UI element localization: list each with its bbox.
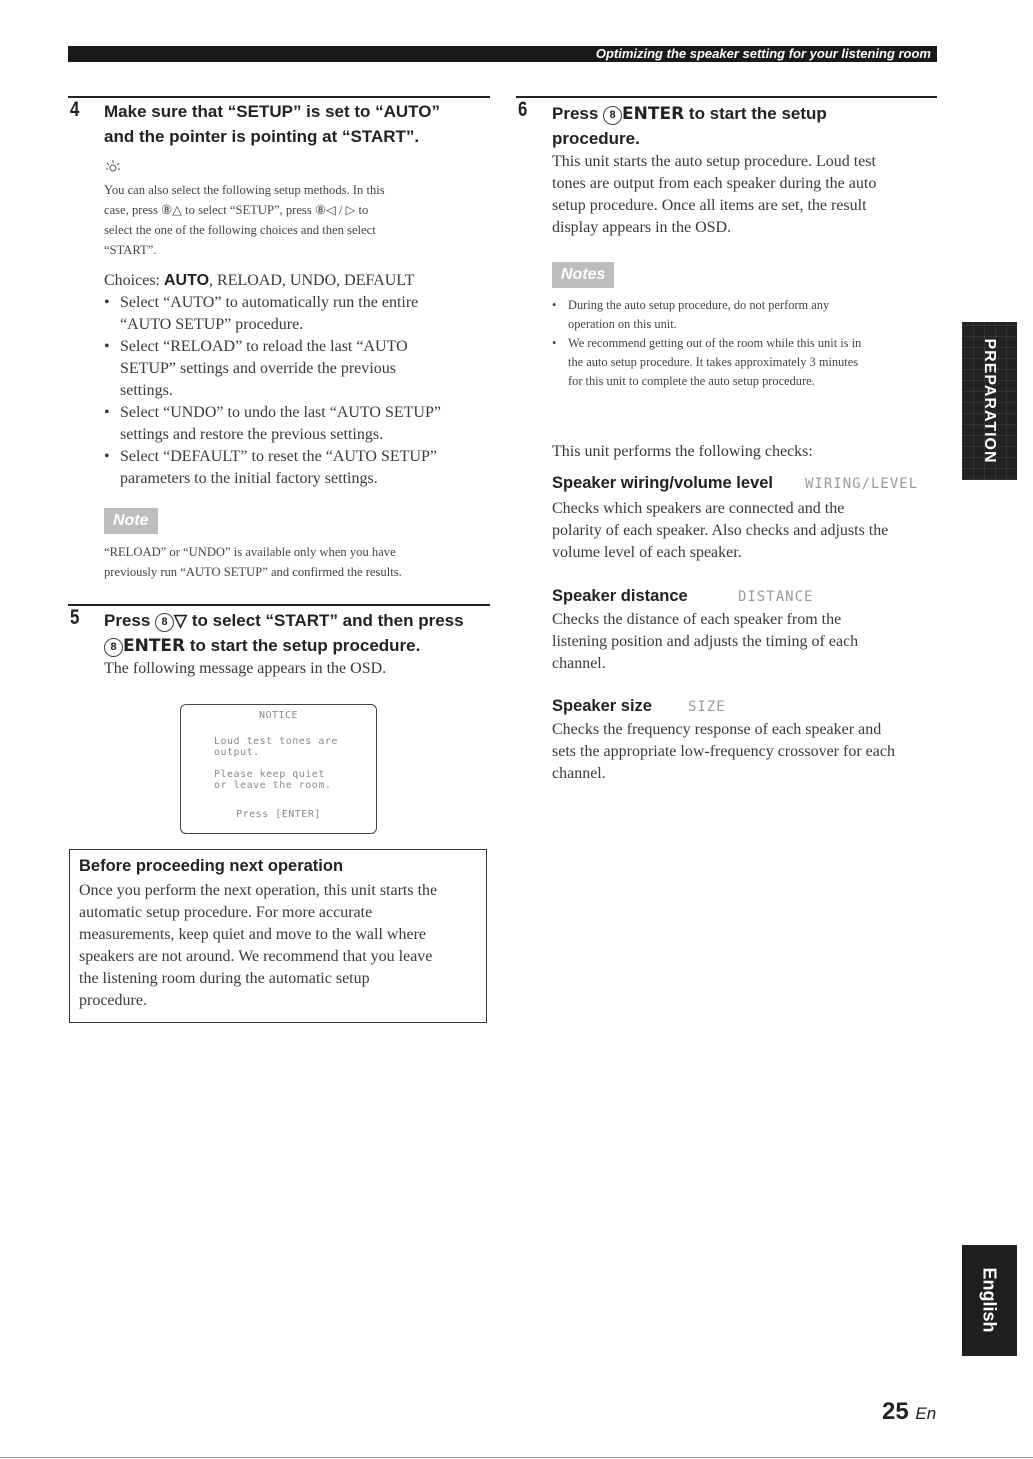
step6-rule <box>516 96 937 98</box>
check-line: sets the appropriate low-frequency crossover for each <box>552 743 895 760</box>
step4-rule <box>68 96 490 98</box>
notes-badge: Notes <box>552 262 614 288</box>
preparation-side-tab <box>962 322 1017 480</box>
step6-heading-line2: procedure. <box>552 129 640 148</box>
bottom-divider <box>0 1457 1033 1458</box>
list-line: settings and restore the previous settings. <box>120 426 384 443</box>
note-line: the auto setup procedure. It takes approximately 3 minutes <box>568 355 859 369</box>
box-line: speakers are not around. We recommend that you leave <box>79 948 433 965</box>
osd-line: or leave the room. <box>214 780 332 791</box>
note-line: previously run “AUTO SETUP” and confirmed the results. <box>104 565 402 579</box>
tip-text <box>104 180 484 260</box>
osd-title: NOTICE <box>258 710 299 721</box>
check-line: polarity of each speaker. Also checks and adjusts the <box>552 522 889 539</box>
check-distance-title: Speaker distance <box>552 587 688 605</box>
choices-options: , RELOAD, UNDO, DEFAULT <box>209 272 415 289</box>
check-size-title: Speaker size <box>552 697 652 715</box>
note-line: operation on this unit. <box>568 317 677 331</box>
page-number-value: 25 <box>882 1398 909 1425</box>
note-badge: Note <box>104 508 158 534</box>
body-line: tones are output from each speaker during the auto <box>552 175 877 192</box>
list-item <box>102 336 492 402</box>
check-line: Checks the frequency response of each speaker and <box>552 721 882 738</box>
choices-line <box>104 270 414 292</box>
enter-key-label: ENTER <box>622 104 685 124</box>
note-text <box>104 542 489 582</box>
check-size-lcd: SIZE <box>688 699 726 715</box>
osd-prompt: Press [ENTER] <box>236 809 321 820</box>
tip-line: “START”. <box>104 243 157 257</box>
box-line: Once you perform the next operation, this unit starts the <box>79 882 438 899</box>
step6-number: 6 <box>518 98 528 121</box>
check-line: volume level of each speaker. <box>552 544 742 561</box>
step5-body: The following message appears in the OSD. <box>104 660 387 677</box>
list-item <box>550 296 940 334</box>
check-wiring-text <box>552 498 942 564</box>
page-number <box>882 1398 936 1426</box>
box-line: the listening room during the automatic setup <box>79 970 370 987</box>
side-tab-label: PREPARATION <box>981 338 998 464</box>
list-line: • Select “AUTO” to automatically run the entire <box>120 294 419 311</box>
box-line: automatic setup procedure. For more accurate <box>79 904 373 921</box>
check-wiring-lcd: WIRING/LEVEL <box>805 476 919 492</box>
step6-heading-line1 <box>552 101 827 127</box>
step5-number: 5 <box>70 606 80 629</box>
note-line: • During the auto setup procedure, do not perform any <box>568 298 830 312</box>
choices-default: AUTO <box>164 272 210 289</box>
tip-icon <box>104 157 122 175</box>
check-size-text <box>552 719 942 785</box>
body-line: This unit starts the auto setup procedure. Loud test <box>552 153 876 170</box>
language-side-tab <box>962 1245 1017 1356</box>
section-title: Optimizing the speaker setting for your listening room <box>595 46 931 61</box>
enter-key-label: ENTER <box>123 636 186 656</box>
tip-line: You can also select the following setup methods. In this <box>104 183 385 197</box>
check-line: Checks the distance of each speaker from the <box>552 611 842 628</box>
step4-heading-line1: Make sure that “SETUP” is set to “AUTO” <box>104 102 440 121</box>
check-line: channel. <box>552 655 606 672</box>
step6-heading-text: Press <box>552 104 604 123</box>
box-line: measurements, keep quiet and move to the wall where <box>79 926 426 943</box>
osd-notice-screen <box>180 704 377 834</box>
choices-label: Choices: <box>104 272 160 289</box>
body-line: display appears in the OSD. <box>552 219 732 236</box>
check-distance-lcd: DISTANCE <box>738 589 814 605</box>
before-proceeding-box <box>69 849 487 1023</box>
checks-intro: This unit performs the following checks: <box>552 443 813 460</box>
step5-heading-text: Press <box>104 611 156 630</box>
list-line: SETUP” settings and override the previous <box>120 360 396 377</box>
section-header-bar <box>68 46 937 62</box>
list-item <box>102 402 492 446</box>
check-distance-text <box>552 609 942 675</box>
step5-heading-line2 <box>104 633 420 659</box>
check-wiring-title: Speaker wiring/volume level <box>552 474 774 492</box>
osd-line: Loud test tones are <box>214 736 338 747</box>
remote-button-ref: 8 <box>104 638 123 657</box>
step4-number: 4 <box>70 98 80 121</box>
tip-line: case, press ⑧△ to select “SETUP”, press ⑧◁ / ▷ to <box>104 203 369 217</box>
list-line: parameters to the initial factory settings. <box>120 470 378 487</box>
list-item <box>102 292 492 336</box>
step5-heading-text: to start the setup procedure. <box>185 636 421 655</box>
before-box-text <box>79 880 484 1012</box>
tip-line: select the one of the following choices and then select <box>104 223 376 237</box>
remote-button-ref: 8 <box>155 613 174 632</box>
list-line: settings. <box>120 382 173 399</box>
before-box-title: Before proceeding next operation <box>79 857 344 875</box>
list-item <box>550 334 940 391</box>
osd-line: output. <box>214 747 260 758</box>
step5-heading-text: ▽ to select “START” and then press <box>174 611 464 630</box>
note-line: “RELOAD” or “UNDO” is available only when you have <box>104 545 396 559</box>
step6-body <box>552 151 937 239</box>
step4-heading-line2: and the pointer is pointing at “START”. <box>104 127 420 146</box>
box-line: procedure. <box>79 992 147 1009</box>
step6-heading-text: to start the setup <box>684 104 827 123</box>
remote-button-ref: 8 <box>603 106 622 125</box>
step5-heading-line1 <box>104 608 464 633</box>
list-item <box>102 446 492 490</box>
note-line: for this unit to complete the auto setup procedure. <box>568 374 815 388</box>
list-line: “AUTO SETUP” procedure. <box>120 316 304 333</box>
note-line: • We recommend getting out of the room while this unit is in <box>568 336 862 350</box>
step5-rule <box>68 604 490 606</box>
list-line: • Select “DEFAULT” to reset the “AUTO SETUP” <box>120 448 437 465</box>
check-line: listening position and adjusts the timing of each <box>552 633 859 650</box>
notes-list <box>550 296 940 391</box>
list-line: • Select “UNDO” to undo the last “AUTO SETUP” <box>120 404 441 421</box>
list-line: • Select “RELOAD” to reload the last “AUTO <box>120 338 408 355</box>
osd-line: Please keep quiet <box>214 769 325 780</box>
body-line: setup procedure. Once all items are set, the result <box>552 197 867 214</box>
check-line: channel. <box>552 765 606 782</box>
check-line: Checks which speakers are connected and the <box>552 500 845 517</box>
page-language-suffix: En <box>915 1404 937 1423</box>
language-tab-label: English <box>979 1267 1000 1333</box>
choices-bullet-list <box>102 292 492 490</box>
